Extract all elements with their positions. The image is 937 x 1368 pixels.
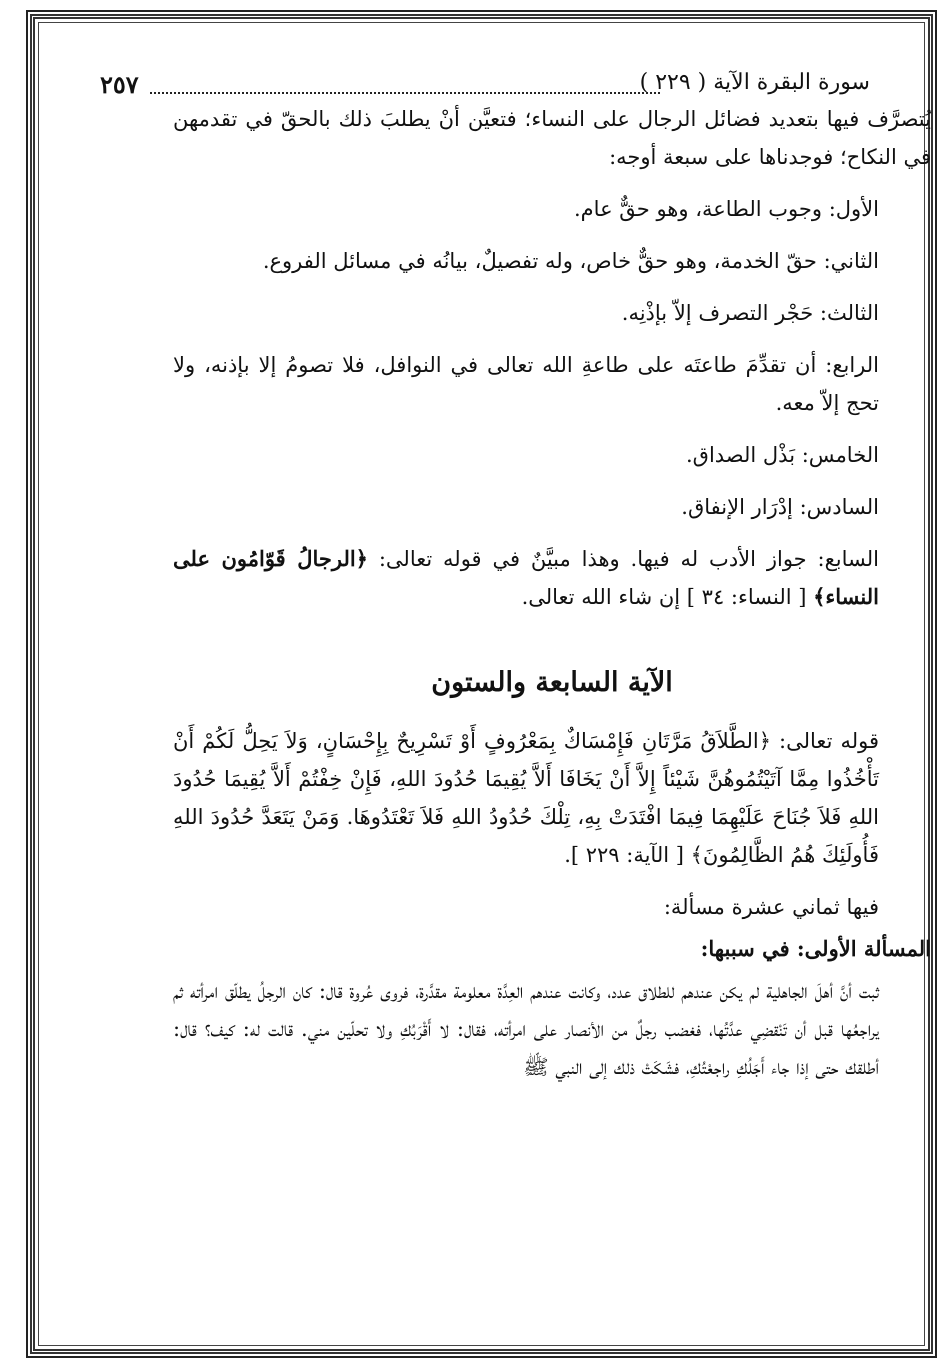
paragraph: الثالث: حَجْر التصرف إلاّ بإذْنِه. xyxy=(621,301,879,325)
verse-text: ﴿الطَّلاَقُ مَرَّتَانِ فَإِمْسَاكٌ بِمَعْرُوفٍ أَوْ تَسْرِيحٌ بِإِحْسَانٍ، وَلاَ يَحِلُّ لَكُمْ أَنْ تَأْخُذُوا مِمَّا آتَيْتُمُوهُنَّ شَيْئاً إِلاَّ أَنْ يَخَافَا أَلاَّ يُقِيمَا حُدُودَ اللهِ، فَإِنْ خِفْتُمْ أَلاَّ يُقِيمَا حُدُودَ اللهِ فَلاَ جُنَاحَ عَلَيْهِمَا فِيمَا افْتَدَتْ بِهِ، تِلْكَ حُدُودُ اللهِ فَلاَ تَعْتَدُوهَا. وَمَنْ يَتَعَدَّ حُدُودَ اللهِ فَأُولَئِكَ هُمُ الظَّالِمُونَ﴾ xyxy=(173,729,879,867)
paragraph: السادس: إدْرَار الإنفاق. xyxy=(681,495,879,519)
quran-reference: [ النساء: ٣٤ ] إن شاء الله تعالى. xyxy=(521,585,814,609)
paragraph: الأول: وجوب الطاعة، وهو حقٌّ عام. xyxy=(574,197,879,221)
issue-heading: المسألة الأولى: في سببها: xyxy=(700,936,931,961)
quran-quote: ﴿الرجالُ قَوّامُون على النساء﴾ xyxy=(173,546,879,609)
body-text xyxy=(173,100,931,1100)
page-number: ٢٥٧ xyxy=(100,70,139,99)
paragraph: الثاني: حقّ الخدمة، وهو حقٌّ خاص، وله تفصيلٌ، بيانُه في مسائل الفروع. xyxy=(262,249,879,273)
paragraph: الرابع: أن تقدِّمَ طاعتَه على طاعةِ الله تعالى في النوافل، فلا تصومُ إلا بإذنه، ولا تحج إلاّ معه. xyxy=(173,353,879,415)
paragraph xyxy=(173,540,931,616)
paragraph: ثبت أنَّ أهلَ الجاهلية لم يكن عندهم للطلاق عدد، وكانت عندهم العِدَّة معلومة مقدَّرة، فروى عُروة قال: كان الرجلُ يطلّق امرأته ثم يراجعُها قبل أن تَنْقضِي عدَّتُها، فغضب رجلٌ من الأنصار على امرأته، فقال: لا أَقْرَبُكِ ولا تحلّين مني. قالت له: كيف؟ قال: أطلقك حتى إذا جاء أَجَلُكِ راجعْتُكِ، فشَكَتْ ذلك إلى النبي ﷺ xyxy=(173,979,879,1079)
paragraph-text: السابع: جواز الأدب له فيها. وهذا مبيَّنٌ في قوله تعالى: xyxy=(367,547,879,571)
verse-intro: قوله تعالى: xyxy=(771,729,879,753)
header-title: سورة البقرة الآية ( ٢٢٩ ) xyxy=(639,70,870,95)
verse-paragraph xyxy=(173,722,931,874)
paragraph: الخامس: بَذْل الصداق. xyxy=(685,443,879,467)
header-leader-dots xyxy=(150,92,660,94)
issues-count: فيها ثماني عشرة مسألة: xyxy=(663,895,879,919)
section-heading: الآية السابعة والستون xyxy=(431,667,673,698)
verse-reference: [ الآية: ٢٢٩ ]. xyxy=(564,843,691,867)
paragraph: يُتصرَّف فيها بتعديد فضائل الرجال على النساء؛ فتعيَّن أنْ يطلبَ ذلك بالحقّ في تقدمهن في النكاح؛ فوجدناها على سبعة أوجه: xyxy=(173,107,931,169)
